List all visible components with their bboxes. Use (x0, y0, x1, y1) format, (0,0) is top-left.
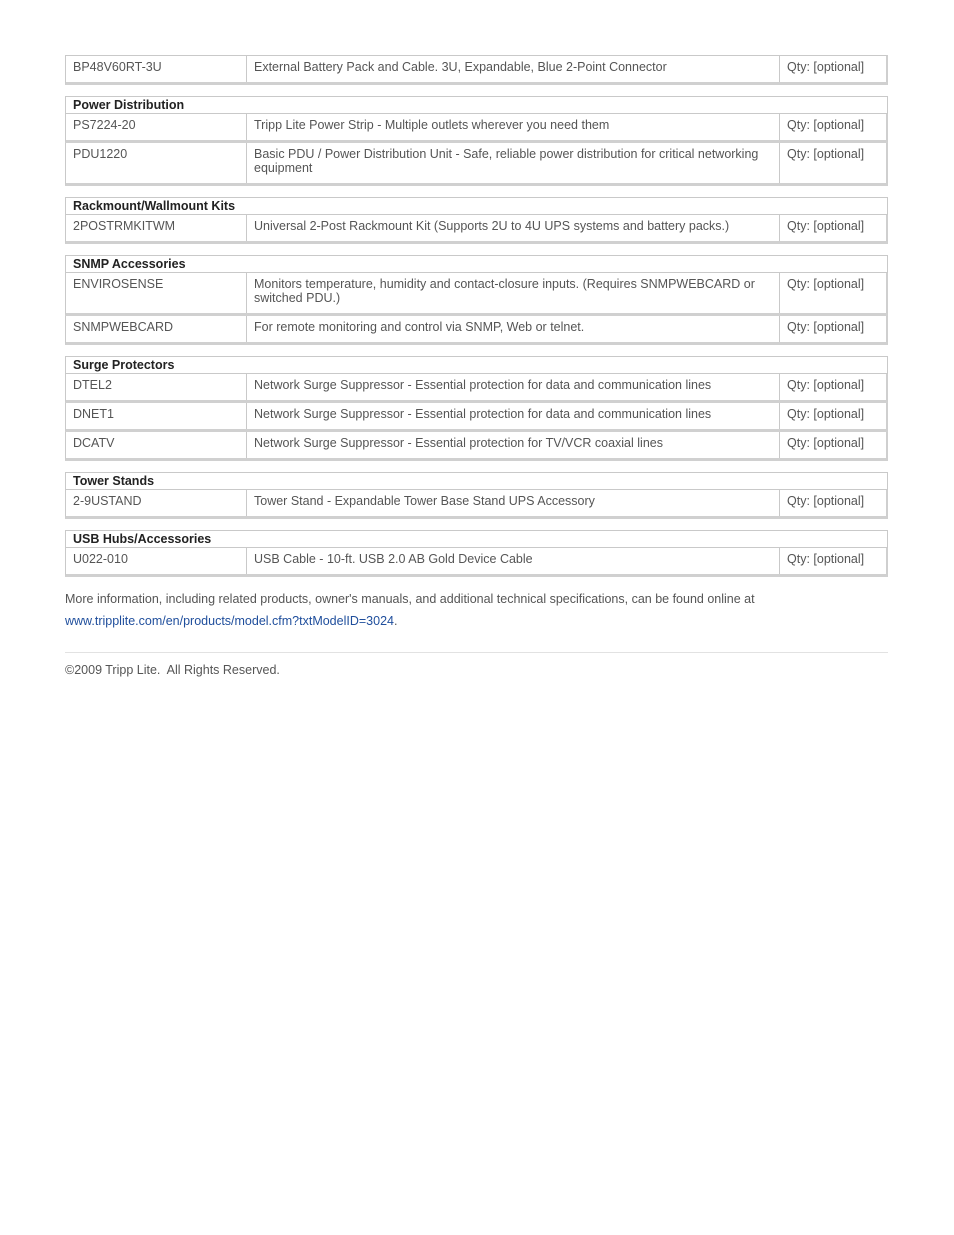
group-title: Power Distribution (65, 96, 888, 114)
group-power-distribution (65, 96, 888, 186)
group-title: SNMP Accessories (65, 255, 888, 273)
table-row (65, 548, 888, 577)
qty-cell: Qty: [optional] (787, 320, 865, 334)
description-cell: USB Cable - 10-ft. USB 2.0 AB Gold Device Cable (247, 548, 780, 574)
description-cell: Universal 2-Post Rackmount Kit (Supports 2U to 4U UPS systems and battery packs.) (247, 215, 780, 241)
model-cell: 2POSTRMKITWM (66, 215, 247, 241)
qty-cell: Qty: [optional] (787, 277, 865, 291)
qty-cell: Qty: [optional] (787, 494, 865, 508)
qty-cell: Qty: [optional] (787, 552, 865, 566)
model-cell: SNMPWEBCARD (66, 316, 247, 342)
qty-cell: Qty: [optional] (787, 118, 865, 132)
description-cell: Network Surge Suppressor - Essential protection for data and communication lines (247, 374, 780, 400)
copyright-text: ©2009 Tripp Lite. All Rights Reserved. (65, 663, 280, 677)
group-title: Surge Protectors (65, 356, 888, 374)
table-row (65, 316, 888, 345)
group-title: USB Hubs/Accessories (65, 530, 888, 548)
more-info-text: More information, including related products, owner's manuals, and additional technical specifications, can be found online at (65, 592, 755, 606)
model-cell: DTEL2 (66, 374, 247, 400)
group-tower-stands (65, 472, 888, 519)
qty-cell: Qty: [optional] (787, 407, 865, 421)
group-title: Tower Stands (65, 472, 888, 490)
link-suffix: . (393, 614, 398, 628)
table-row (65, 215, 888, 244)
model-cell: DNET1 (66, 403, 247, 429)
table-row (65, 143, 888, 186)
group-snmp-accessories (65, 255, 888, 345)
description-cell: For remote monitoring and control via SNMP, Web or telnet. (247, 316, 780, 342)
qty-cell: Qty: [optional] (787, 219, 865, 233)
qty-cell: Qty: [optional] (787, 60, 865, 74)
group-rackmount-kits (65, 197, 888, 244)
qty-cell: Qty: [optional] (787, 436, 865, 450)
group-usb-accessories (65, 530, 888, 577)
model-cell: 2-9USTAND (66, 490, 247, 516)
table-row (65, 490, 888, 519)
table-row (65, 432, 888, 461)
table-row (65, 273, 888, 316)
group-title: Rackmount/Wallmount Kits (65, 197, 888, 215)
qty-cell: Qty: [optional] (787, 147, 865, 161)
model-cell: U022-010 (66, 548, 247, 574)
model-cell: BP48V60RT-3U (66, 56, 247, 82)
model-cell: PS7224-20 (66, 114, 247, 140)
product-page-link[interactable]: www.tripplite.com/en/products/model.cfm?txtModelID=3024 (65, 614, 394, 628)
description-cell: Network Surge Suppressor - Essential protection for TV/VCR coaxial lines (247, 432, 780, 458)
group-surge-protectors (65, 356, 888, 461)
table-row (65, 403, 888, 432)
description-cell: Tripp Lite Power Strip - Multiple outlets wherever you need them (247, 114, 780, 140)
table-row (65, 55, 888, 85)
more-info-paragraph (65, 588, 888, 632)
group-battery-continued (65, 55, 888, 85)
footer-divider (65, 652, 888, 653)
description-cell: Monitors temperature, humidity and contact-closure inputs. (Requires SNMPWEBCARD or switched PDU.) (247, 273, 780, 313)
description-cell: External Battery Pack and Cable. 3U, Expandable, Blue 2-Point Connector (247, 56, 780, 82)
accessories-page (65, 55, 888, 677)
description-cell: Tower Stand - Expandable Tower Base Stand UPS Accessory (247, 490, 780, 516)
description-cell: Basic PDU / Power Distribution Unit - Safe, reliable power distribution for critical networking equipment (247, 143, 780, 183)
table-row (65, 374, 888, 403)
model-cell: ENVIROSENSE (66, 273, 247, 313)
model-cell: DCATV (66, 432, 247, 458)
model-cell: PDU1220 (66, 143, 247, 183)
qty-cell: Qty: [optional] (787, 378, 865, 392)
description-cell: Network Surge Suppressor - Essential protection for data and communication lines (247, 403, 780, 429)
table-row (65, 114, 888, 143)
